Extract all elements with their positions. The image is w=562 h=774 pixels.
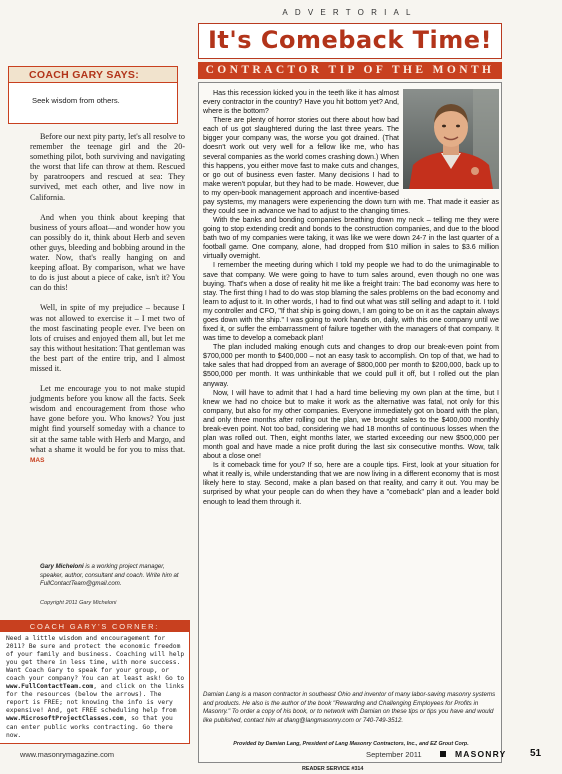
left-article [30,132,185,476]
coach-says-heading: COACH GARY SAYS: [9,67,177,83]
corner-link-msproject[interactable]: www.MicrosoftProjectClasses.com [6,715,124,723]
left-paragraph: And when you think about keeping that business of yours afloat—and wonder how you can possibly do it, think about Herb and seven other guys, bleeding and bobbing around in the water. Now, that's really hanging on and keeping afloat. By comparison, what we have to do is just about a piece of cake, isn't it? You can do this! [30,212,185,293]
footer-square-icon [440,751,446,757]
copyright: Copyright 2011 Gary Micheloni [40,600,117,606]
page-number: 51 [530,748,542,759]
article-paragraph: With the banks and bonding companies breathing down my neck – telling me they were going to stop extending credit and bonds to the construction companies, and due to the blood bath two of my companies were taking, it was like we were down 24-7 in the last quarter of a football game. One company, alone, had dropped from $10 million in sales to $3.6 million virtually overnight. [203,216,499,261]
corner-link-fullcontact[interactable]: www.FullContactTeam.com [6,683,94,691]
footer-date: September 2011 [366,750,422,759]
corner-text: , so that you can enter public works contracting. Go there now. [6,715,173,739]
author-portrait-photo [403,89,499,189]
portrait-image [403,89,499,189]
left-paragraph-text: Let me encourage you to not make stupid judgments before you know all the facts. Seek wisdom and encouragement from those who have gone before you. Who knows? You just might find yourself someday with a chance to sit at the same table with Herb and Margo, and what a shame it would be for you to miss that. [30,384,185,454]
article-paragraph: I remember the meeting during which I told my people we had to do the unimaginable to save that company. We were going to have to turn sales around, even though no one was buying. That's when a dose of reality hit me like a freight train: The bad economy was here to stay. The first thing I had to do was stop blaming the sales problems on the bad economy and learn to adjust to it. In other words, I had to find out what was still selling and adapt to it. I told my controller and CFO, "If that ship is going down, I am going to be on it as the captain always goes down with the ship." I was going to work hands on, daily, with this one company until we fixed it, or suffer the embarrassment of failure together with the managers of that company. It was time to develop a comeback plan! [203,261,499,343]
article-paragraph: There are plenty of horror stories out there about how bad each of us got slaughtered during the last three years. The bigger your company was, the worse you got drained. (That doesn't work out very well for a fellow like me, who has several companies as the world comes crashing down.) When this happens, you either move fast to make cuts and changes, or go out of business even faster. Many decisions I had to make weren't popular, but they had to be made. However, due to my open-book management approach and incentive-based pay systems, my managers were experiencing the down turn with me. That made it easier as they could see in advance we had to adjust to the changing times. [203,116,499,216]
coach-says-box [8,66,178,124]
tip-banner: CONTRACTOR TIP OF THE MONTH [198,62,502,79]
article-body [203,89,499,507]
article-paragraph: Now, I will have to admit that I had a hard time believing my own plan at the time, but I knew we had no choice but to make it work as the alternative was fatal, not only for this company, but also for my other companies. Everyone immediately got on board with the plan, and only three months after rolling out the plan, we brought sales to the $400,000 monthly break-even point. Not too bad, considering we had 18 months of continuous losses when the plan was rolled out. Then, eight months later, we started exceeding our new $500,000 per month goal and have made a nice profit during the last six consecutive months. Wow, talk about a close one! [203,388,499,461]
left-author-name: Gary Micheloni [40,563,84,570]
footer-magazine: MASONRY [455,749,507,759]
coach-says-quote: Seek wisdom from others. [32,96,120,105]
corner-text: Need a little wisdom and encouragement for 2011? Be sure and protect the economic freedom of your family and business. Coaching will help you get there in less time, with more success. Want Coach Gary to speak for your group, or coach your company? You can at least ask! Go to [6,635,185,683]
reader-service: READER SERVICE #314 [302,766,364,772]
corner-text: , and click on the links for the resources (below the arrows). The report is FREE; not knowing the info is very expensive! And, get FREE scheduling help from [6,683,185,715]
article-paragraph: Is it comeback time for you? If so, here are a couple tips. First, look at your situation for what it really is, while understanding that we are now living in a different economy that is most likely here to stay. Second, make a plan based on that reality, and carry it out. You may be surprised by what your people can do when they have a "comeback" plan and a leader bold enough to lead them through it. [203,461,499,506]
footer-url[interactable]: www.masonrymagazine.com [20,750,115,759]
end-mark: MAS [30,456,45,464]
provided-by: Provided by Damian Lang, President of Lang Masonry Contractors, Inc., and EZ Grout Corp. [233,741,469,747]
main-article-box [198,82,502,763]
article-intro: Has this recession kicked you in the teeth like it has almost every contractor in the country? Have you hit bottom yet? And, where is the bottom? [203,89,399,116]
left-paragraph: Before our next pity party, let's all resolve to remember the teenage girl and the 20-something pilot, both surviving and navigating the worst that life can throw at them. Rescued by paratroopers and rescued at sea: They survived, met each other, and live now in California. [30,132,185,202]
left-paragraph: Well, in spite of my prejudice – because I was not allowed to exercise it – I met two of the most fascinating people ever. I've been on lots of cruises and enjoyed them all, but let me say this without hesitation: That gentleman was the best part of the entire trip, and I almost missed it. [30,303,185,373]
left-paragraph-last [30,384,185,466]
advertorial-kicker: ADVERTORIAL [282,8,418,17]
article-paragraph: The plan included making enough cuts and changes to drop our break-even point from $700,000 per month to $400,000 – not an easy task to accomplish. On top of that, we had to take sales that had dropped from an average of $800,000 per month to $200,000, back up to $500,000 per month. It was unthinkable that we could pull it off, but I rolled out the plan anyway. [203,343,499,388]
coach-corner-box [0,620,190,744]
left-author-bio [40,563,185,589]
coach-corner-body [0,632,189,740]
article-author-bio: Damian Lang is a mason contractor in southeast Ohio and inventor of many labor-saving masonry systems and products. He also is the author of the book "Rewarding and Challenging Employees for Profits in Masonry." To order a copy of his book, or to network with Damian on these tips or tips you have and would like published, contact him at dlang@langmasonry.com or 740-749-3512. [203,691,496,724]
page-title: It's Comeback Time! [198,23,502,59]
coach-corner-heading: COACH GARY'S CORNER: [0,621,189,632]
left-author-text: is a working project manager, speaker, author, consultant and coach. Write him at FullContactTeam@gmail.com. [40,563,179,588]
